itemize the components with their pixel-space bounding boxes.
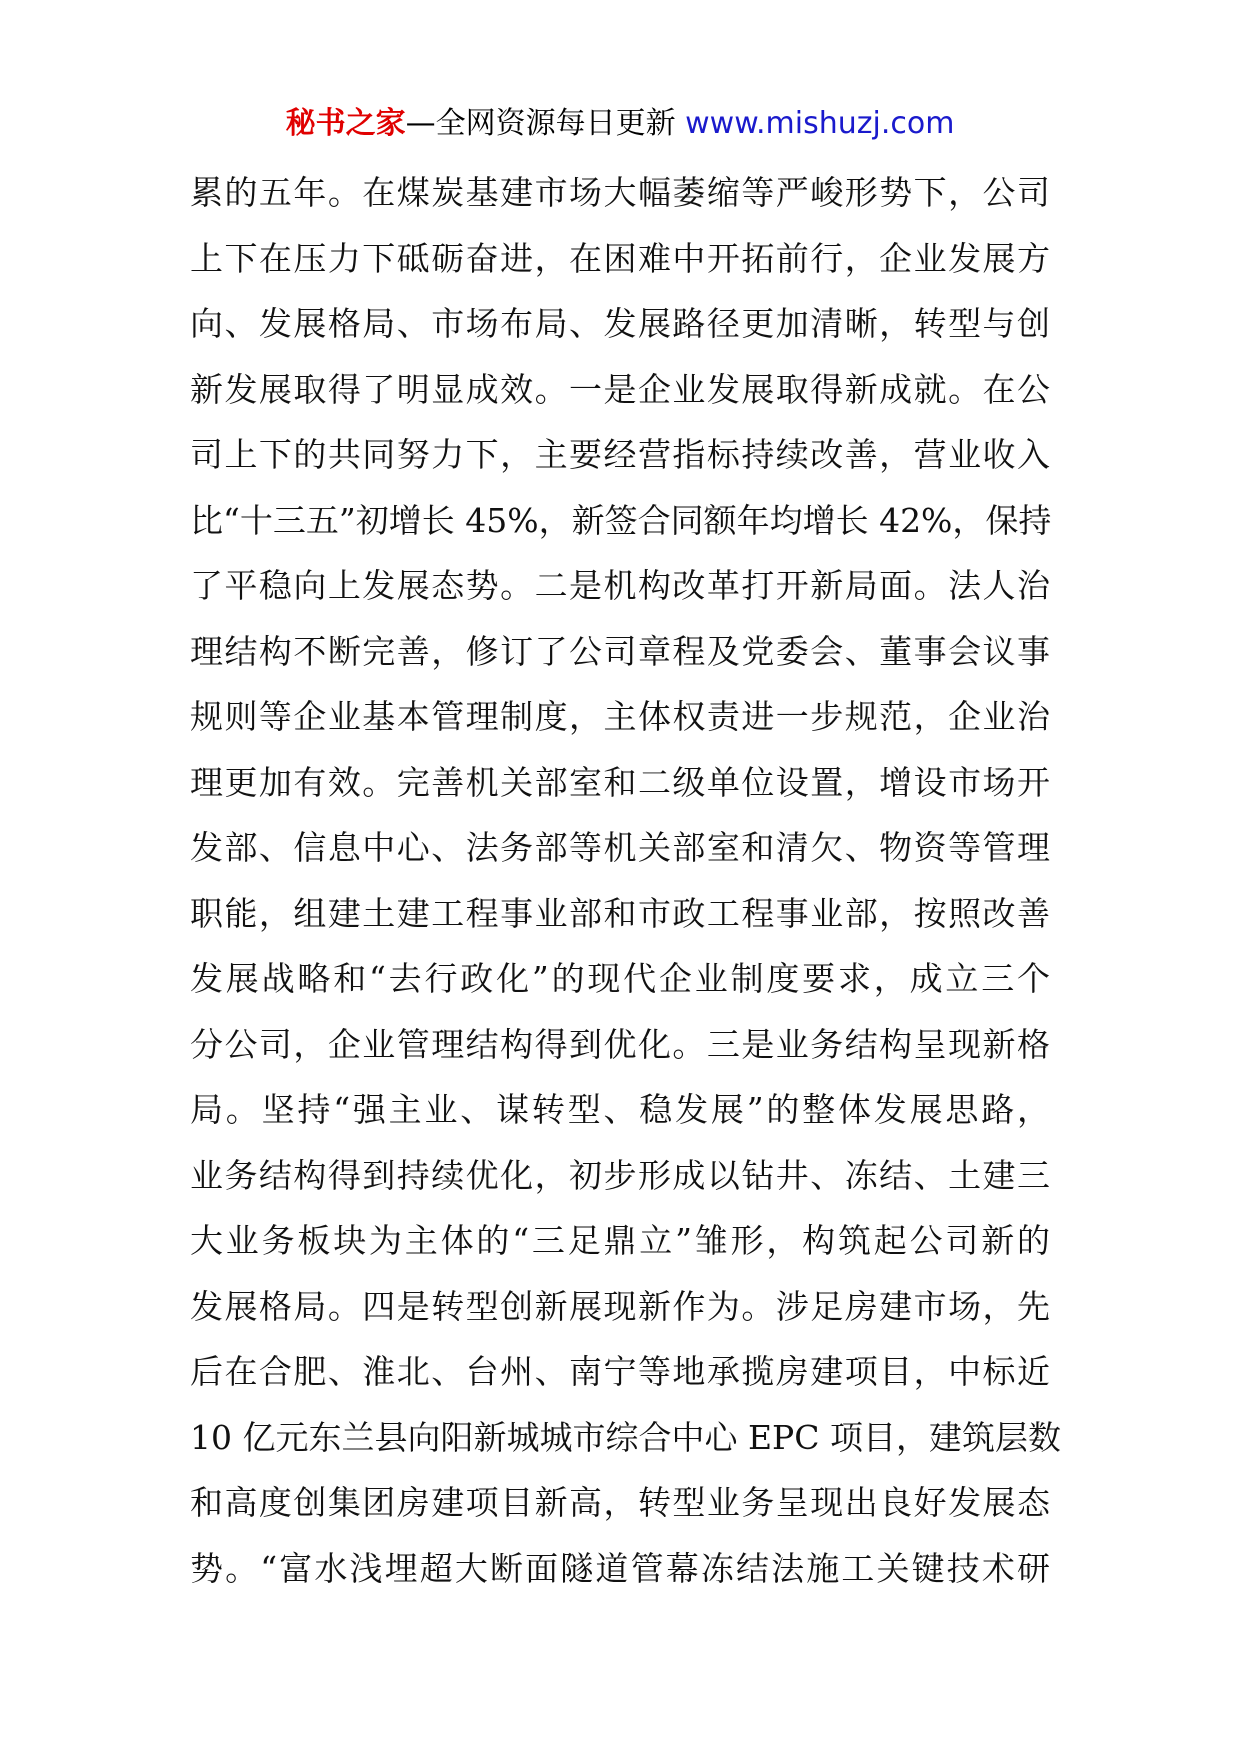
text-line: 累的五年。在煤炭基建市场大幅萎缩等严峻形势下，公司 [190, 173, 1050, 212]
text-line: 理更加有效。完善机关部室和二级单位设置，增设市场开 [190, 762, 1050, 802]
text-line: 司上下的共同努力下，主要经营指标持续改善，营业收入 [190, 435, 1050, 474]
document-body [190, 160, 1062, 1601]
text-line: 后在合肥、淮北、台州、南宁等地承揽房建项目，中标近 [190, 1352, 1050, 1391]
text-line: 大业务板块为主体的“三足鼎立”雏形，构筑起公司新的 [190, 1221, 1050, 1260]
text-line: 发部、信息中心、法务部等机关部室和清欠、物资等管理 [190, 828, 1050, 867]
text-line: 职能，组建土建工程事业部和市政工程事业部，按照改善 [190, 893, 1050, 933]
text-line: 上下在压力下砥砺奋进，在困难中开拓前行，企业发展方 [190, 238, 1050, 278]
text-line: 分公司，企业管理结构得到优化。三是业务结构呈现新格 [190, 1024, 1050, 1064]
text-line: 向、发展格局、市场布局、发展路径更加清晰，转型与创 [190, 304, 1050, 343]
brand-name: 秘书之家 [285, 106, 406, 141]
text-line: 发展格局。四是转型创新展现新作为。涉足房建市场，先 [190, 1286, 1050, 1326]
text-line: 发展战略和“去行政化”的现代企业制度要求，成立三个 [190, 959, 1050, 998]
text-line: 10 亿元东兰县向阳新城城市综合中心 EPC 项目，建筑层数 [190, 1417, 1062, 1457]
text-line: 了平稳向上发展态势。二是机构改革打开新局面。法人治 [190, 566, 1050, 605]
header-slogan: —全网资源每日更新 [405, 106, 686, 141]
text-line: 新发展取得了明显成效。一是企业发展取得新成就。在公 [190, 369, 1050, 409]
website-url-link[interactable]: www.mishuzj.com [685, 106, 955, 141]
text-line: 规则等企业基本管理制度，主体权责进一步规范，企业治 [190, 697, 1050, 736]
site-header [0, 104, 1240, 144]
text-line: 和高度创集团房建项目新高，转型业务呈现出良好发展态 [190, 1483, 1050, 1522]
text-line: 局。坚持“强主业、谋转型、稳发展”的整体发展思路， [190, 1090, 1050, 1129]
text-line: 业务结构得到持续优化，初步形成以钻井、冻结、土建三 [190, 1155, 1050, 1195]
text-line: 势。“富水浅埋超大断面隧道管幕冻结法施工关键技术研 [190, 1548, 1050, 1588]
text-line: 比“十三五”初增长 45%，新签合同额年均增长 42%，保持 [190, 500, 1052, 540]
text-line: 理结构不断完善，修订了公司章程及党委会、董事会议事 [190, 631, 1050, 671]
